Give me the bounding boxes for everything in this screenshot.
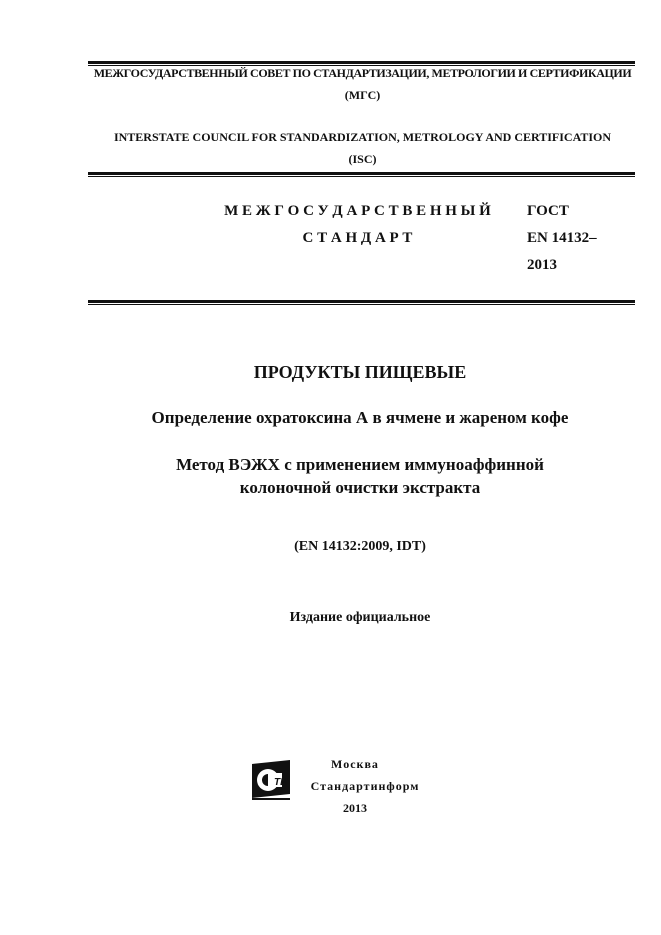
method-line1: Метод ВЭЖХ с применением иммуноаффинной	[176, 455, 544, 474]
reference: (EN 14132:2009, IDT)	[294, 539, 426, 554]
header-rule-thin	[88, 176, 635, 177]
council-en: INTERSTATE COUNCIL FOR STANDARDIZATION, METROLOGY AND CERTIFICATION	[113, 130, 612, 144]
council-abbr-ru: (МГС)	[344, 88, 381, 102]
council-abbr-en: (ISC)	[348, 152, 377, 166]
standard-rule-thin	[88, 304, 635, 305]
publisher-city: Москва	[331, 757, 379, 771]
publisher-year: 2013	[343, 801, 367, 815]
document-subtitle: Определение охратоксина А в ячмене и жареном кофе	[151, 408, 569, 427]
edition: Издание официальное	[289, 610, 431, 625]
svg-text:ТИ: ТИ	[274, 777, 288, 788]
standard-code-line1: ГОСТ	[527, 203, 569, 219]
publisher-name: Стандартинформ	[310, 779, 420, 793]
document-title: ПРОДУКТЫ ПИЩЕВЫЕ	[253, 362, 467, 382]
header-rule	[88, 172, 635, 175]
standard-type-line1: М Е Ж Г О С У Д А Р С Т В Е Н Н Ы Й	[224, 203, 491, 219]
publisher-logo	[250, 760, 292, 802]
standard-code-line3: 2013	[527, 257, 557, 273]
method-line2: колоночной очистки экстракта	[239, 478, 481, 497]
standard-type-line2: С Т А Н Д А Р Т	[302, 230, 413, 246]
standard-rule	[88, 300, 635, 303]
council-ru: МЕЖГОСУДАРСТВЕННЫЙ СОВЕТ ПО СТАНДАРТИЗАЦИИ, МЕТРОЛОГИИ И СЕРТИФИКАЦИИ	[93, 66, 632, 80]
top-rule	[88, 61, 635, 64]
standard-code-line2: EN 14132–	[527, 230, 597, 246]
